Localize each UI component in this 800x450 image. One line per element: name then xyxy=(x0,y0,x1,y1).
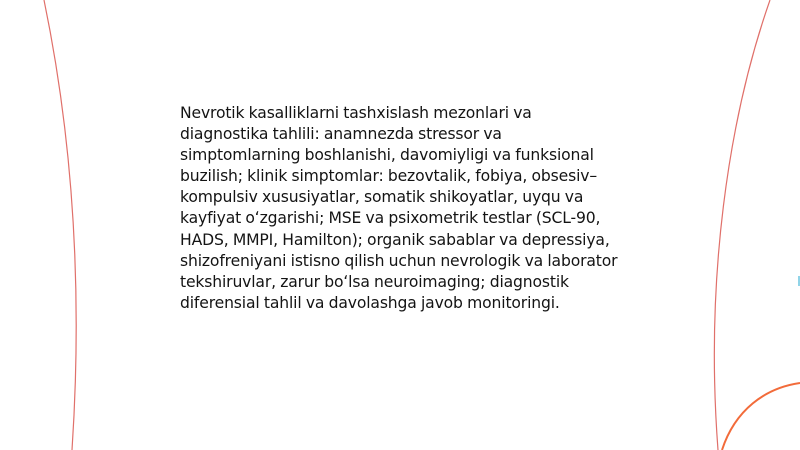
slide-body-text: Nevrotik kasalliklarni tashxislash mezonlari va diagnostika tahlili: anamnezda stressor va simptomlarning boshlanishi, davomiyligi va funksional buzilish; klinik simptomlar: bezovtalik, fobiya, obsesiv–kompulsiv xususiyatlar, somatik shikoyatlar, uyqu va kayfiyat oʻzgarishi; MSE va psixometrik testlar (SCL-90, HADS, MMPI, Hamilton); organik sabablar va depressiya, shizofreniyani istisno qilish uchun nevrologik va laborator tekshiruvlar, zarur boʻlsa neuroimaging; diagnostik diferensial tahlil va davolashga javob monitoringi. xyxy=(180,104,618,312)
bottom-right-accent-arc xyxy=(722,383,800,450)
right-accent-curve xyxy=(714,0,770,450)
left-accent-curve xyxy=(44,0,76,450)
